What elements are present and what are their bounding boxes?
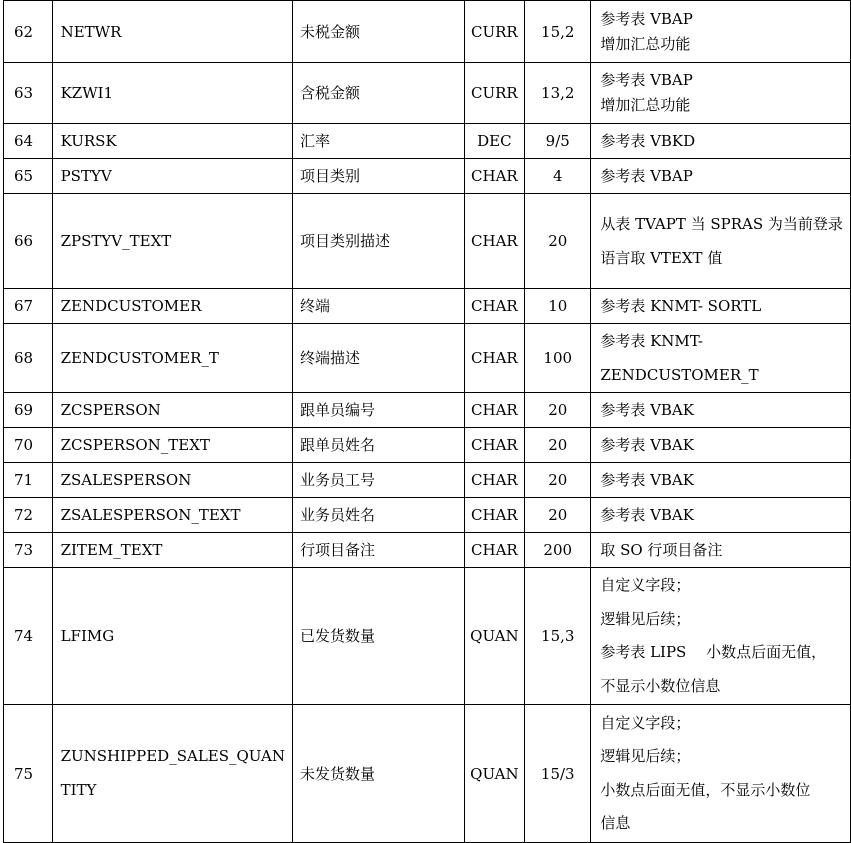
length-cell: 15,3 <box>525 568 591 705</box>
data-type-cell: CHAR <box>464 324 525 393</box>
table-row <box>4 194 851 289</box>
table-row <box>4 705 851 843</box>
remark-line: 参考表 VBAK <box>600 436 694 454</box>
row-number-cell: 70 <box>4 428 53 463</box>
remark-line: 参考表 VBKD <box>600 132 696 150</box>
row-number-cell: 63 <box>4 63 53 124</box>
table-row <box>4 568 851 705</box>
remarks-cell <box>591 428 851 463</box>
description-cell: 终端描述 <box>292 324 464 393</box>
description-cell: 含税金额 <box>292 63 464 124</box>
table-row <box>4 428 851 463</box>
length-cell: 20 <box>525 463 591 498</box>
length-cell: 200 <box>525 533 591 568</box>
remark-line: 参考表 VBAK <box>600 401 694 419</box>
remark-line: 参考表 VBAP <box>600 167 693 185</box>
table-row <box>4 393 851 428</box>
table-body <box>4 1 851 843</box>
description-cell: 未发货数量 <box>292 705 464 843</box>
remarks-cell <box>591 705 851 843</box>
remark-line: 参考表 VBAP <box>600 9 693 28</box>
field-name-cell: KURSK <box>52 124 292 159</box>
row-number-cell: 62 <box>4 1 53 63</box>
remarks-cell <box>591 159 851 194</box>
remarks-cell <box>591 1 851 63</box>
table-row <box>4 498 851 533</box>
data-type-cell: CHAR <box>464 533 525 568</box>
remark-line: 不显示小数位信息 <box>600 676 721 695</box>
remarks-cell <box>591 289 851 324</box>
length-cell: 15,2 <box>525 1 591 63</box>
data-type-cell: CHAR <box>464 498 525 533</box>
table-row <box>4 63 851 124</box>
description-cell: 业务员工号 <box>292 463 464 498</box>
row-number-cell: 69 <box>4 393 53 428</box>
remark-line: 增加汇总功能 <box>600 96 691 114</box>
length-cell: 20 <box>525 498 591 533</box>
remark-line: 参考表 VBAK <box>600 506 694 524</box>
remark-line: 参考表 KNMT- ZENDCUSTOMER_T <box>600 332 759 384</box>
field-name-cell: PSTYV <box>52 159 292 194</box>
description-cell: 终端 <box>292 289 464 324</box>
table-row <box>4 533 851 568</box>
length-cell: 13,2 <box>525 63 591 124</box>
table-row <box>4 159 851 194</box>
remarks-cell <box>591 393 851 428</box>
remark-line: 参考表 VBAK <box>600 471 694 489</box>
data-type-cell: CHAR <box>464 393 525 428</box>
remark-line: 语言取 VTEXT 值 <box>600 249 723 267</box>
field-name-cell: ZITEM_TEXT <box>52 533 292 568</box>
remarks-cell <box>591 194 851 289</box>
row-number-cell: 65 <box>4 159 53 194</box>
table-row <box>4 289 851 324</box>
description-cell: 跟单员编号 <box>292 393 464 428</box>
remark-line: 逻辑见后续； <box>600 609 691 628</box>
remark-line: 小数点后面无值，不显示小数位 <box>600 780 811 799</box>
field-name-cell: NETWR <box>52 1 292 63</box>
row-number-cell: 72 <box>4 498 53 533</box>
data-type-cell: QUAN <box>464 705 525 843</box>
row-number-cell: 64 <box>4 124 53 159</box>
description-cell: 项目类别 <box>292 159 464 194</box>
length-cell: 15/3 <box>525 705 591 843</box>
row-number-cell: 71 <box>4 463 53 498</box>
row-number-cell: 66 <box>4 194 53 289</box>
remarks-cell <box>591 463 851 498</box>
length-cell: 20 <box>525 194 591 289</box>
row-number-cell: 68 <box>4 324 53 393</box>
data-type-cell: CHAR <box>464 428 525 463</box>
description-cell: 业务员姓名 <box>292 498 464 533</box>
table-row <box>4 463 851 498</box>
row-number-cell: 73 <box>4 533 53 568</box>
length-cell: 9/5 <box>525 124 591 159</box>
description-cell: 汇率 <box>292 124 464 159</box>
length-cell: 20 <box>525 393 591 428</box>
row-number-cell: 75 <box>4 705 53 843</box>
row-number-cell: 74 <box>4 568 53 705</box>
description-cell: 行项目备注 <box>292 533 464 568</box>
field-name-cell: ZPSTYV_TEXT <box>52 194 292 289</box>
remark-line: 参考表 KNMT- SORTL <box>600 297 762 315</box>
field-name-line: ZUNSHIPPED_SALES_QUAN <box>60 747 285 765</box>
description-cell: 未税金额 <box>292 1 464 63</box>
field-name-cell: LFIMG <box>52 568 292 705</box>
data-type-cell: CHAR <box>464 159 525 194</box>
description-cell: 项目类别描述 <box>292 194 464 289</box>
length-cell: 10 <box>525 289 591 324</box>
table-row <box>4 1 851 63</box>
field-name-cell: ZCSPERSON_TEXT <box>52 428 292 463</box>
remark-line: 增加汇总功能 <box>600 34 691 53</box>
data-type-cell: CURR <box>464 63 525 124</box>
field-name-cell: ZSALESPERSON_TEXT <box>52 498 292 533</box>
remark-line: 逻辑见后续； <box>600 747 691 765</box>
field-name-cell: KZWI1 <box>52 63 292 124</box>
remark-line: 参考表 LIPS 小数点后面无值， <box>600 643 827 661</box>
remarks-cell <box>591 568 851 705</box>
length-cell: 100 <box>525 324 591 393</box>
description-cell: 跟单员姓名 <box>292 428 464 463</box>
field-name-cell: ZENDCUSTOMER <box>52 289 292 324</box>
description-cell: 已发货数量 <box>292 568 464 705</box>
remark-line: 取 SO 行项目备注 <box>600 541 723 559</box>
table-row <box>4 124 851 159</box>
remark-line: 自定义字段； <box>600 713 691 732</box>
remarks-cell <box>591 324 851 393</box>
field-name-cell: ZCSPERSON <box>52 393 292 428</box>
table-row <box>4 324 851 393</box>
field-name-cell <box>52 705 292 843</box>
data-type-cell: CHAR <box>464 463 525 498</box>
length-cell: 20 <box>525 428 591 463</box>
data-type-cell: CURR <box>464 1 525 63</box>
field-name-cell: ZSALESPERSON <box>52 463 292 498</box>
remark-line: 信息 <box>600 814 631 832</box>
remarks-cell <box>591 533 851 568</box>
remark-line: 自定义字段； <box>600 576 691 594</box>
remarks-cell <box>591 498 851 533</box>
remarks-cell <box>591 63 851 124</box>
length-cell: 4 <box>525 159 591 194</box>
data-type-cell: QUAN <box>464 568 525 705</box>
remark-line: 从表 TVAPT 当 SPRAS 为当前登录 <box>600 215 843 233</box>
row-number-cell: 67 <box>4 289 53 324</box>
data-type-cell: CHAR <box>464 289 525 324</box>
data-type-cell: CHAR <box>464 194 525 289</box>
remarks-cell <box>591 124 851 159</box>
field-spec-table <box>3 0 851 843</box>
field-name-line: TITY <box>60 780 97 799</box>
data-type-cell: DEC <box>464 124 525 159</box>
field-name-cell: ZENDCUSTOMER_T <box>52 324 292 393</box>
remark-line: 参考表 VBAP <box>600 71 693 89</box>
